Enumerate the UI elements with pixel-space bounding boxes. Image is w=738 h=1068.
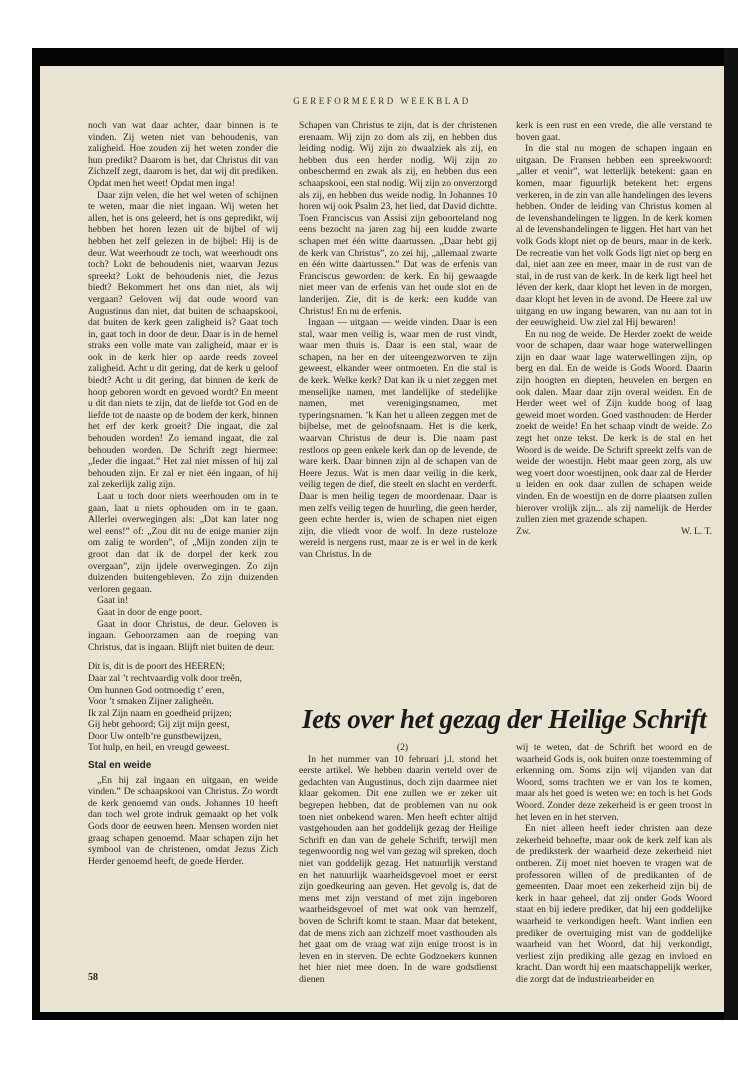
paragraph: kerk is een rust en een vrede, die alle verstand te boven gaat. — [516, 120, 712, 143]
paragraph: wij te weten, dat de Schrift het woord en de waarheid Gods is, ook buiten onze toestemming of erkenning om. Soms zijn wij vijanden van dat Woord, soms trachten we er van los te komen, maar als het goed is weten we: en toch is het Gods Woord. Zonder deze zekerheid is er geen troost in het leven en in het sterven. — [516, 742, 712, 823]
newspaper-page — [40, 66, 724, 1012]
paragraph: Daar zijn velen, die het wel weten of schijnen te weten, maar die niet ingaan. Wij weten het allen, het is ons geleerd, het is ons gepredikt, wij hebben het horen lezen uit de bijbel of wij hebben het zelf gelezen in de bijbel: Hij is de deur. Wat weerhoudt ze toch, wat weerhoudt ons toch? Lokt de behoudenis niet, waarvan Jezus spreekt? Lokt de behoudenis niet, die Jezus biedt? Bekommert het ons dan niet, als wij vergaan? Geloven wij dat oude woord van Augustinus dan niet, dat buiten de schaapskooi, dat buiten de kerk geen zaligheid is? Gaat toch in, gaat toch in door de deur. Daar is in de hemel straks een volle mate van zaligheid, maar er is ook in de kerk hier op aarde reeds zoveel zaligheid. Acht u dit gering, dat de kerk u geloof biedt? Acht u dit gering, dat binnen de kerk de hoop geboren wordt en gevoed wordt? En meent u dit dan niets te zijn, dat de liefde tot God en de liefde tot de naaste op de bodem der kerk, binnen het erf der kerk groeit? Die ingaat, die zal behouden worden! Zo iemand ingaat, die zal behouden worden. De Schrift zegt hiermee: „Ieder die ingaat.” Het zal niet missen of hij zal behouden zijn. Er zal er niet één ingaan, of hij zal zekerlijk zalig zijn. — [88, 189, 278, 491]
paragraph: Schapen van Christus te zijn, dat is der christenen erenaam. Wij zijn zo dom als zij, en hebben dus leiding nodig. Wij zijn zo dwaalziek als zij, en hebben dus een herder nodig. Wij zijn zo onbeschermd en zwak als zij, en hebben dus een schaapskooi, een stal nodig. Wij zijn zo onverzorgd als zij, en hebben dus weide nodig. In Johannes 10 horen wij ook Psalm 23, het lied, dat David dichtte. Toen Franciscus van Assisi zijn geboorteland nog eens bezocht na jaren zag hij een kudde zwarte schapen met één witte daartussen. „Daar hebt gij de kerk van Christus”, zo zei hij, „allemaal zwarte en één witte daartussen.” Dat was de erfenis van Franciscus geworden: de kerk. En hij gewaagde niet meer van de erfenis van het oude slot en de landerijen. Zie, dit is de kerk: een kudde van Christus! En nu de erfenis. — [299, 120, 497, 317]
exhortation-line: Gaat in! — [97, 595, 129, 607]
verse-line: Dit is, dit is de poort des HEEREN; — [88, 661, 225, 673]
column-3-article — [516, 742, 712, 985]
paragraph: „En hij zal ingaan en uitgaan, en weide vinden.” De schaapskooi van Christus. Zo wordt de kerk genoemd van ouds. Johannes 10 heeft dan toch wel grote indruk gemaakt op het volk Gods door de eeuwen heen. Mensen worden niet graag schapen genoemd. Maar schapen zijn het symbool van de christenen, omdat Jezus Zich Herder genoemd heeft, de goede Herder. — [88, 774, 278, 867]
paragraph: En niet alleen heeft ieder christen aan deze zekerheid behoefte, maar ook de kerk zelf kan als de prediksterk der waarheid deze zekerheid niet ontberen. Zij moet niet hoeven te vragen wat de professoren willen of de predikanten of de gemeenten. Daar moet een zekerheid zijn bij de kerk in haar geheel, dat zij onder Gods Woord staat en bij iedere prediker, dat hij een goddelijke waarheid te verkondigen heeft. Want indien een prediker de overtuiging mist van de goddelijke waarheid van het Woord, dat hij verkondigt, verliest zijn prediking alle gezag en invloed en kracht. Dan wordt hij een maatschappelijk werker, die zorgt dat de industriearbeider en — [516, 823, 712, 985]
verse-line: Voor ’t smaken Zijner zaligheên. — [88, 696, 214, 708]
verse-line: Om hunnen God ootmoedig t’ eren, — [88, 684, 225, 696]
signature-place: Zw. — [516, 525, 531, 537]
column-3-top — [516, 120, 712, 537]
verse-line: Ik zal Zijn naam en goedheid prijzen; — [88, 707, 232, 719]
verse-line: Gij hebt gehoord; Gij zijt mijn geest, — [88, 719, 230, 731]
paragraph: Gaat in door Christus, de deur. Geloven is ingaan. Gehoorzamen aan de roeping van Christus, dat is ingaan. Blijft niet buiten de deur. — [88, 618, 278, 653]
paragraph: Laat u toch door niets weerhouden om in te gaan, laat u niets ophouden om in te gaan. Allerlei overwegingen als: „Dat kan later nog wel eens!” of: „Zou dit nu de enige manier zijn om zalig te worden”, of „Mijn zonden zijn te groot dan dat ik de dorpel der kerk zou overgaan”, zijn ijdele overwegingen. Zo zijn duizenden buitengebleven. Zo zijn duizenden verloren gegaan. — [88, 491, 278, 595]
paragraph: En nu nog de weide. De Herder zoekt de weide voor de schapen, daar waar hoge waterwellingen zijn en daar waar lage waterwellingen zijn, op berg en dal. En de weide is Gods Woord. Daarin zijn hoogten en diepten, heuvelen en bergen en ook dalen. Maar daar zijn overal weiden. En de Herder weet wel of Zijn kudde hoog of laag geweid moet worden. Goed vasthouden: de Herder zoekt de weide! En het schaap vindt de weide. Zo zegt het onze tekst. De kerk is de stal en het Woord is de weide. De Schrift spreekt zelfs van de weide der woestijn. Hebt maar geen zorg, als uw weg voert door woestijnen, ook daar zal de Herder u leiden en ook daar zullen de schapen weide vinden. En de woestijn en de dorre plaatsen zullen hierover vrolijk zijn... als zij namelijk de Herder zullen zien met grazende schapen. — [516, 328, 712, 526]
verse-line: Tot hulp, en heil, en vreugd geweest. — [88, 742, 230, 754]
signature-initials: W. L. T. — [680, 525, 712, 537]
paragraph: In die stal nu mogen de schapen ingaan en uitgaan. De Fransen hebben een spreekwoord: „aller et venir”, wat letterlijk betekent: gaan en komen, maar figuurlijk betekent het: ergens verkeren, in de zin van alle handelingen des levens hebben. Onder de leiding van Christus komen al de levenshandelingen te liggen. In de kerk komen al de levenshandelingen te liggen. Het hart van het volk Gods klopt niet op de beurs, maar in de kerk. De recreatie van het volk Gods ligt niet op berg en dal, niet aan zee en meer, maar in de rust van de stal, in de rust van de kerk. In de kerk ligt heel het léven der kerk, daar klopt het leven in de morgen, daar klopt het leven in de avond. De Heere zal uw uitgang en uw ingang bewaren, van nu aan tot in der eeuwigheid. Uw ziel zal Hij bewaren! — [516, 143, 712, 329]
verse-line: Door Uw ontelb’re gunstbewijzen, — [88, 730, 222, 742]
page-number: 58 — [88, 972, 98, 983]
paragraph: In het nummer van 10 februari j.l. stond het eerste artikel. We hebben daarin verteld over de gedachten van Augustinus, doch zijn daarmee niet klaar gekomen. Dit ene zullen we er zeker uit begrepen hebben, dat de problemen van nu ook toen niet onbekend waren. Men heeft echter altijd vastgehouden aan het goddelijk gezag der Heilige Schrift en dan van de gehele Schrift, terwijl men tegenwoordig nog wel van gezag wil spreken, doch niet van goddelijk gezag. Het natuurlijk verstand en het natuurlijk waarheidsgevoel moet er eerst zijn goedkeuring aan geven. Het gevolg is, dat de mens met zijn verstand of met zijn ingeboren waarheidsgevoel of met wat ook van hemzelf, boven de Schrift komt te staan. Maar dat betekent, dat de mens zich aan zichzelf moet vasthouden als het gaat om de vraag wat zijn enige troost is in leven en in sterven. De echte Godzoekers kunnen het hier niet mee doen. In de ware godsdienst dienen — [299, 753, 497, 985]
exhortation-line: Gaat in door de enge poort. — [97, 606, 202, 618]
subheading: Stal en weide — [88, 760, 152, 772]
psalm-verse — [88, 661, 278, 754]
page-edge-shadow — [724, 48, 738, 1020]
column-2-top — [299, 120, 497, 561]
paragraph: noch van wat daar achter, daar binnen is te vinden. Zij weten niet van behoudenis, van zaligheid. Hoe zouden zij het weten zonder die hun predikt? Daarom is het, dat Christus dit van Zichzelf zegt, daarom is het, dat wij dit prediken. Opdat men het weet! Opdat men inga! — [88, 120, 278, 189]
article-part-number: (2) — [396, 742, 409, 753]
column-2-article — [299, 742, 497, 985]
article-title: Iets over het gezag der Heilige Schrift — [302, 704, 707, 734]
paragraph: Ingaan — uitgaan — weide vinden. Daar is een stal, waar men veilig is, waar men de rust vindt, waar men thuis is. Daar is een stal, waar de schapen, na her en der uiteengezworven te zijn geweest, elkander weer ontmoeten. En die stal is de kerk. Welke kerk? Dat kan ik u niet zeggen met menselijke namen, met landelijke of stedelijke namen, met verenigingsnamen, met typeringsnamen. ’k Kan het u alleen zeggen met de bijbelse, met de geloofsnaam. Het is die kerk, waarvan Christus de deur is. Die naam past restloos op geen enkele kerk dan op de levende, de ware kerk. Daar binnen zijn al de schapen van de Heere Jezus. Wat is men daar veilig in die kerk, veilig tegen de dief, die steelt en slacht en verderft. Daar is men heilig tegen de moordenaar. Daar is men zelfs veilig tegen de huurling, die geen herder, geen echte herder is, wien de schapen niet eigen zijn, die vliedt voor de wolf. In deze rusteloze wereld is nergens rust, maar ze is er wel in de kerk van Christus. In de — [299, 317, 497, 560]
verse-line: Daar zal ’t rechtvaardig volk door treên, — [88, 672, 243, 684]
signature — [516, 526, 712, 538]
running-header: GEREFORMEERD WEEKBLAD — [293, 96, 471, 106]
column-1-top — [88, 120, 278, 867]
